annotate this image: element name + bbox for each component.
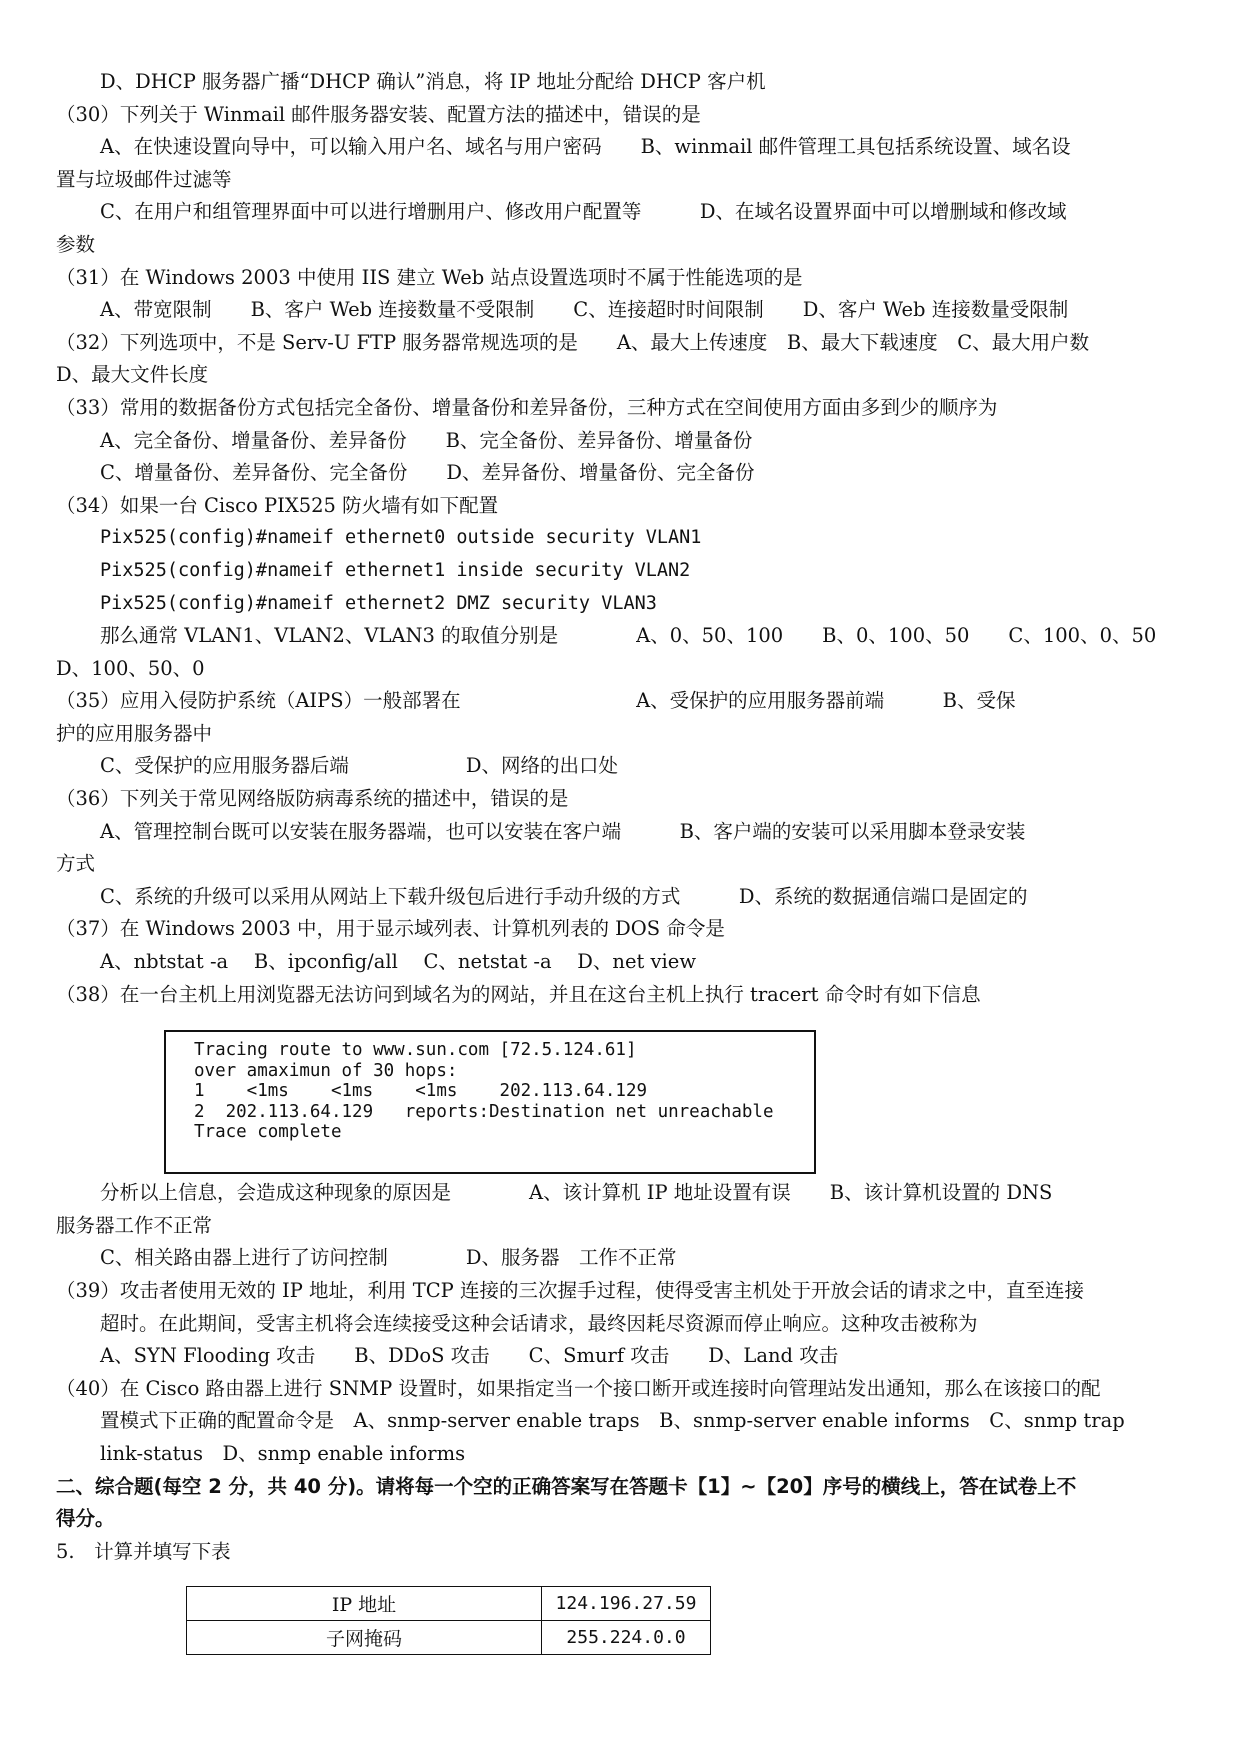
text-line: A、nbtstat -a B、ipconfig/all C、netstat -a D、net view bbox=[100, 950, 697, 974]
text-line: A、管理控制台既可以安装在服务器端，也可以安装在客户端 B、客户端的安装可以采用脚本登录安装 bbox=[100, 819, 1026, 843]
tracert-line: Tracing route to www.sun.com [72.5.124.61] bbox=[194, 1040, 637, 1060]
tracert-output-box bbox=[164, 1030, 816, 1174]
text-line: D、DHCP 服务器广播“DHCP 确认”消息，将 IP 地址分配给 DHCP 客户机 bbox=[100, 70, 766, 93]
section-two-heading-cont: 得分。 bbox=[56, 1507, 115, 1531]
text-line: A、带宽限制 B、客户 Web 连接数量不受限制 C、连接超时时间限制 D、客户 Web 连接数量受限制 bbox=[100, 298, 1069, 322]
text-line: 服务器工作不正常 bbox=[56, 1213, 213, 1237]
text-line: （34）如果一台 Cisco PIX525 防火墙有如下配置 bbox=[56, 493, 499, 517]
text-line: （30）下列关于 Winmail 邮件服务器安装、配置方法的描述中，错误的是 bbox=[56, 102, 701, 126]
text-line: 方式 bbox=[56, 852, 96, 876]
question-block-30-38 bbox=[56, 66, 1186, 1011]
text-line: （35）应用入侵防护系统（AIPS）一般部署在 A、受保护的应用服务器前端 B、受保 bbox=[56, 689, 1016, 713]
text-line: （39）攻击者使用无效的 IP 地址，利用 TCP 连接的三次握手过程，使得受害主机处于开放会话的请求之中，直至连接 bbox=[56, 1279, 1084, 1302]
table-row bbox=[187, 1587, 711, 1621]
tracert-line: over amaximun of 30 hops: bbox=[194, 1060, 458, 1081]
text-line: 分析以上信息，会造成这种现象的原因是 A、该计算机 IP 地址设置有误 B、该计算机设置的 DNS bbox=[100, 1181, 1053, 1205]
text-line: （37）在 Windows 2003 中，用于显示域列表、计算机列表的 DOS 命令是 bbox=[56, 917, 725, 941]
text-line: （31）在 Windows 2003 中使用 IIS 建立 Web 站点设置选项时不属于性能选项的是 bbox=[56, 265, 803, 289]
exam-page bbox=[56, 66, 1186, 1568]
text-line: Pix525(config)#nameif ethernet0 outside security VLAN1 bbox=[100, 527, 702, 549]
text-line: C、增量备份、差异备份、完全备份 D、差异备份、增量备份、完全备份 bbox=[100, 461, 755, 485]
ip-value-cell: 124.196.27.59 bbox=[542, 1587, 711, 1621]
text-line: C、在用户和组管理界面中可以进行增删用户、修改用户配置等 D、在域名设置界面中可以增删域和修改域 bbox=[100, 200, 1067, 224]
text-line: D、100、50、0 bbox=[56, 656, 205, 680]
text-line: （36）下列关于常见网络版防病毒系统的描述中，错误的是 bbox=[56, 787, 569, 811]
text-line: （32）下列选项中，不是 Serv-U FTP 服务器常规选项的是 A、最大上传速度 B、最大下载速度 C、最大用户数 bbox=[56, 330, 1090, 354]
ip-table bbox=[186, 1586, 711, 1655]
text-line: A、SYN Flooding 攻击 B、DDoS 攻击 C、Smurf 攻击 D、Land 攻击 bbox=[100, 1344, 839, 1368]
text-line: 那么通常 VLAN1、VLAN2、VLAN3 的取值分别是 A、0、50、100 B、0、100、50 C、100、0、50 bbox=[100, 624, 1157, 648]
text-line: A、完全备份、增量备份、差异备份 B、完全备份、差异备份、增量备份 bbox=[100, 428, 753, 452]
mask-label-cell: 子网掩码 bbox=[187, 1621, 542, 1655]
text-line: C、受保护的应用服务器后端 D、网络的出口处 bbox=[100, 754, 619, 778]
text-line: （40）在 Cisco 路由器上进行 SNMP 设置时，如果指定当一个接口断开或连接时向管理站发出通知，那么在该接口的配 bbox=[56, 1376, 1101, 1400]
ip-label-cell: IP 地址 bbox=[187, 1587, 542, 1621]
text-line: C、相关路由器上进行了访问控制 D、服务器 工作不正常 bbox=[100, 1246, 677, 1270]
text-line: 置模式下正确的配置命令是 A、snmp-server enable traps B、snmp-server enable informs C、snmp trap bbox=[100, 1409, 1125, 1433]
text-line: 置与垃圾邮件过滤等 bbox=[56, 167, 232, 191]
table-row bbox=[187, 1621, 711, 1655]
text-line: A、在快速设置向导中，可以输入用户名、域名与用户密码 B、winmail 邮件管理工具包括系统设置、域名设 bbox=[100, 135, 1071, 159]
text-line: D、最大文件长度 bbox=[56, 363, 209, 387]
question-5-title: 5. 计算并填写下表 bbox=[56, 1539, 231, 1563]
text-line: C、系统的升级可以采用从网站上下载升级包后进行手动升级的方式 D、系统的数据通信端口是固定的 bbox=[100, 884, 1028, 908]
tracert-line: 1 <1ms <1ms <1ms 202.113.64.129 bbox=[194, 1081, 648, 1101]
tracert-line: Trace complete bbox=[194, 1122, 342, 1142]
section-two-heading: 二、综合题(每空 2 分，共 40 分)。请将每一个空的正确答案写在答题卡【1】~【20】序号的横线上，答在试卷上不 bbox=[56, 1474, 1077, 1498]
text-line: Pix525(config)#nameif ethernet1 inside security VLAN2 bbox=[100, 559, 691, 581]
text-line: 参数 bbox=[56, 232, 96, 256]
text-line: link-status D、snmp enable informs bbox=[100, 1441, 466, 1465]
tracert-line: 2 202.113.64.129 reports:Destination net unreachable bbox=[194, 1101, 774, 1122]
question-block-38-40 bbox=[56, 1177, 1186, 1470]
text-line: Pix525(config)#nameif ethernet2 DMZ security VLAN3 bbox=[100, 592, 657, 614]
text-line: 超时。在此期间，受害主机将会连续接受这种会话请求，最终因耗尽资源而停止响应。这种攻击被称为 bbox=[100, 1311, 978, 1335]
text-line: （33）常用的数据备份方式包括完全备份、增量备份和差异备份，三种方式在空间使用方面由多到少的顺序为 bbox=[56, 395, 998, 419]
text-line: 护的应用服务器中 bbox=[56, 721, 213, 745]
text-line: （38）在一台主机上用浏览器无法访问到域名为的网站，并且在这台主机上执行 tracert 命令时有如下信息 bbox=[56, 982, 981, 1006]
mask-value-cell: 255.224.0.0 bbox=[542, 1621, 711, 1655]
